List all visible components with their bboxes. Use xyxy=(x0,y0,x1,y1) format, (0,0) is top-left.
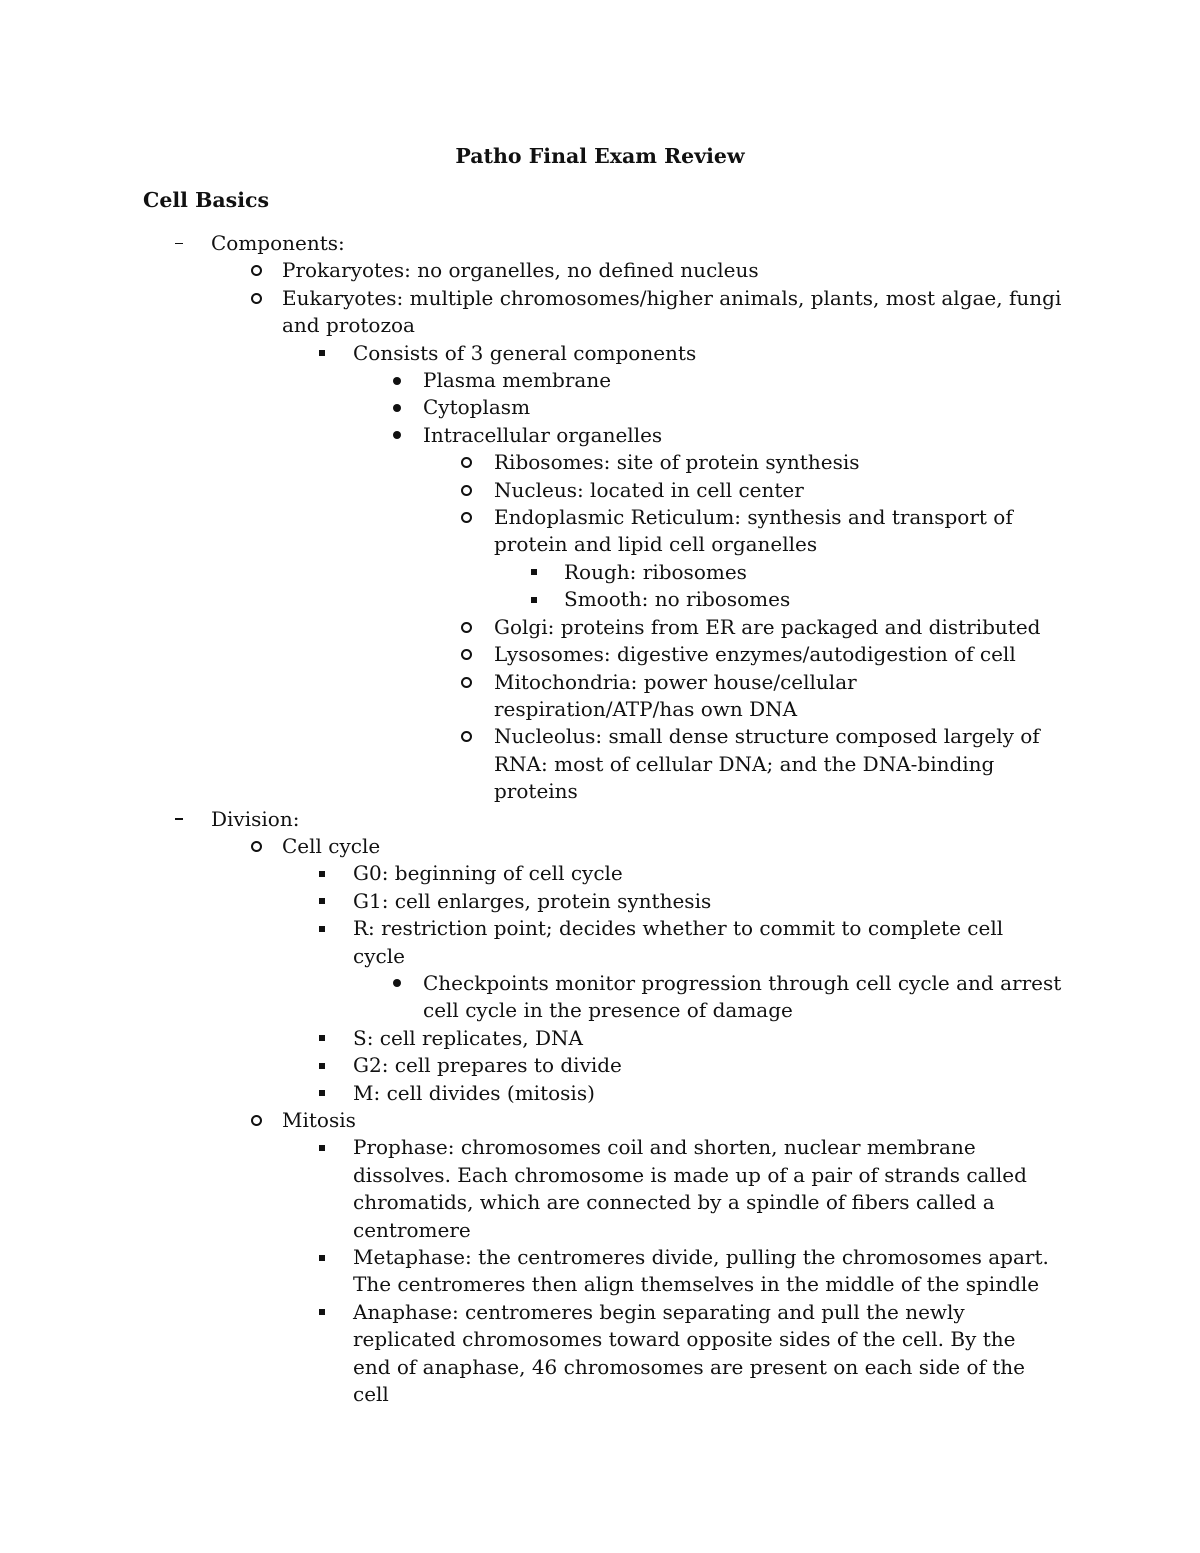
ring-bullet-icon xyxy=(454,449,478,476)
square-bullet-icon xyxy=(310,1134,334,1161)
list-item: Cytoplasm xyxy=(0,394,1200,421)
ring-bullet-icon xyxy=(454,477,478,504)
ring-bullet-icon xyxy=(244,285,268,312)
ring-bullet-icon xyxy=(244,833,268,860)
list-item: Rough: ribosomes xyxy=(0,559,1200,586)
list-item: Golgi: proteins from ER are packaged and distributed xyxy=(0,614,1200,641)
list-item: Nucleolus: small dense structure composed largely of RNA: most of cellular DNA; and the DNA-binding proteins xyxy=(0,723,1200,805)
list-item: Mitosis xyxy=(0,1107,1200,1134)
list-item: Nucleus: located in cell center xyxy=(0,477,1200,504)
list-item: Intracellular organelles xyxy=(0,422,1200,449)
list-item: G0: beginning of cell cycle xyxy=(0,860,1200,887)
list-item: Cell cycle xyxy=(0,833,1200,860)
square-bullet-icon xyxy=(310,888,334,915)
list-item: Plasma membrane xyxy=(0,367,1200,394)
list-item: Endoplasmic Reticulum: synthesis and transport of protein and lipid cell organelles xyxy=(0,504,1200,559)
square-bullet-icon xyxy=(310,340,334,367)
list-item: M: cell divides (mitosis) xyxy=(0,1080,1200,1107)
dot-bullet-icon xyxy=(385,394,409,421)
list-item: Components: xyxy=(0,230,1200,257)
ring-bullet-icon xyxy=(454,504,478,531)
ring-bullet-icon xyxy=(454,614,478,641)
square-bullet-icon xyxy=(310,1244,334,1271)
ring-bullet-icon xyxy=(454,669,478,696)
list-item: Mitochondria: power house/cellular respiration/ATP/has own DNA xyxy=(0,669,1200,724)
list-item: Anaphase: centromeres begin separating and pull the newly replicated chromosomes toward opposite sides of the cell. By the end of anaphase, 46 chromosomes are present on each side of the cell xyxy=(0,1299,1200,1409)
dot-bullet-icon xyxy=(385,970,409,997)
ring-bullet-icon xyxy=(244,257,268,284)
dot-bullet-icon xyxy=(385,367,409,394)
list-item: Smooth: no ribosomes xyxy=(0,586,1200,613)
list-item: Metaphase: the centromeres divide, pulling the chromosomes apart. The centromeres then align themselves in the middle of the spindle xyxy=(0,1244,1200,1299)
square-bullet-icon xyxy=(310,1052,334,1079)
list-item: R: restriction point; decides whether to commit to complete cell cycle xyxy=(0,915,1200,970)
square-bullet-icon xyxy=(310,1080,334,1107)
list-item: Eukaryotes: multiple chromosomes/higher animals, plants, most algae, fungi and protozoa xyxy=(0,285,1200,340)
section-heading: Cell Basics xyxy=(143,188,270,212)
outline-list xyxy=(0,230,1200,1408)
list-item: G2: cell prepares to divide xyxy=(0,1052,1200,1079)
list-item: Prokaryotes: no organelles, no defined nucleus xyxy=(0,257,1200,284)
square-bullet-icon xyxy=(522,559,546,586)
list-item: Division: xyxy=(0,806,1200,833)
list-item: Ribosomes: site of protein synthesis xyxy=(0,449,1200,476)
ring-bullet-icon xyxy=(454,723,478,750)
list-item: G1: cell enlarges, protein synthesis xyxy=(0,888,1200,915)
square-bullet-icon xyxy=(310,1299,334,1326)
list-item: Lysosomes: digestive enzymes/autodigestion of cell xyxy=(0,641,1200,668)
document-title: Patho Final Exam Review xyxy=(455,144,745,168)
dot-bullet-icon xyxy=(385,422,409,449)
list-item: Consists of 3 general components xyxy=(0,340,1200,367)
square-bullet-icon xyxy=(310,915,334,942)
dash-bullet-icon xyxy=(167,806,191,833)
ring-bullet-icon xyxy=(244,1107,268,1134)
square-bullet-icon xyxy=(310,1025,334,1052)
list-item: Prophase: chromosomes coil and shorten, nuclear membrane dissolves. Each chromosome is made up of a pair of strands called chromatids, which are connected by a spindle of fibers called a centromere xyxy=(0,1134,1200,1244)
ring-bullet-icon xyxy=(454,641,478,668)
list-item: Checkpoints monitor progression through cell cycle and arrest cell cycle in the presence of damage xyxy=(0,970,1200,1025)
square-bullet-icon xyxy=(522,586,546,613)
dash-bullet-icon xyxy=(167,230,191,257)
square-bullet-icon xyxy=(310,860,334,887)
list-item: S: cell replicates, DNA xyxy=(0,1025,1200,1052)
